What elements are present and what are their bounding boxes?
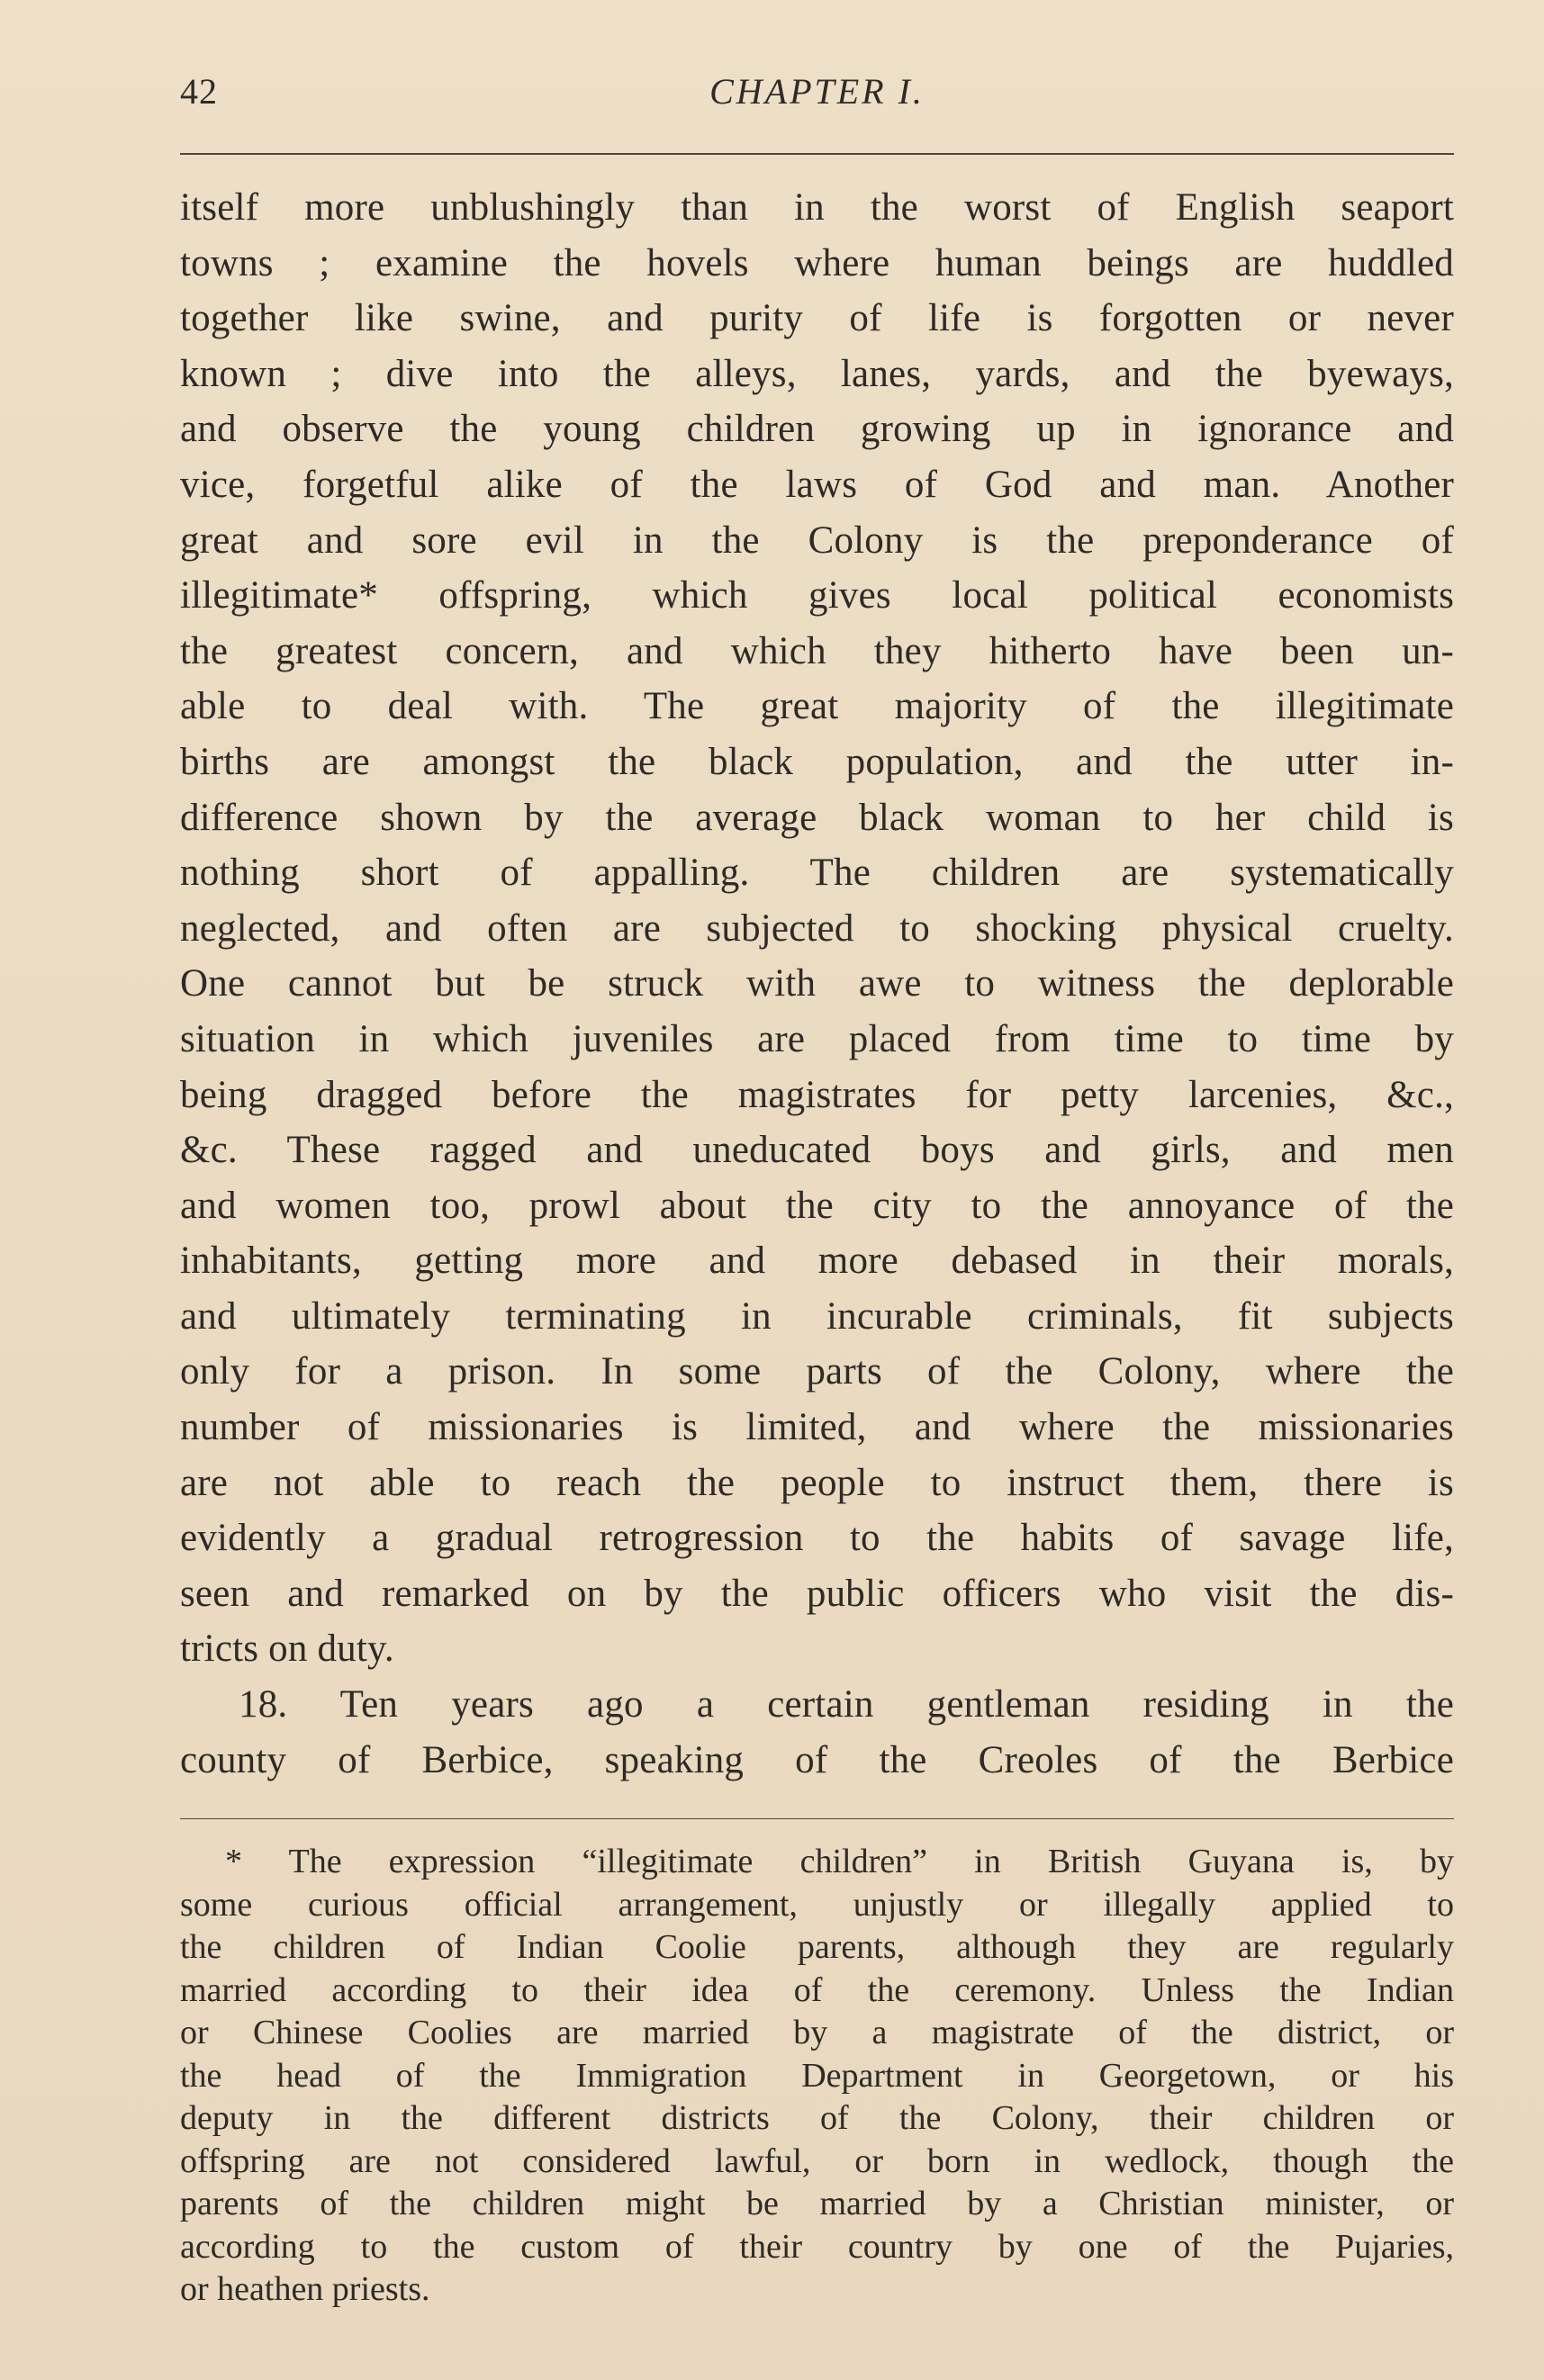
body-line: the greatest concern, and which they hitherto have been un-: [180, 629, 1454, 672]
body-line: together like swine, and purity of life is forgotten or never: [180, 297, 1454, 340]
footnote-line: deputy in the different districts of the Colony, their children or: [180, 2099, 1454, 2137]
body-line: inhabitants, getting more and more debased in their morals,: [180, 1240, 1454, 1283]
footnote-line: * The expression “illegitimate children” in British Guyana is, by: [225, 1843, 1454, 1880]
footnote-line: the children of Indian Coolie parents, although they are regularly: [180, 1928, 1454, 1966]
body-line: &c. These ragged and uneducated boys and girls, and men: [180, 1129, 1454, 1172]
footnote-line: offspring are not considered lawful, or born in wedlock, though the: [180, 2141, 1454, 2180]
body-line: only for a prison. In some parts of the Colony, where the: [180, 1350, 1454, 1393]
body-line: births are amongst the black population, and the utter in-: [180, 740, 1454, 783]
footnote-line: parents of the children might be married by a Christian minister, or: [180, 2185, 1454, 2222]
running-head: CHAPTER I.: [709, 71, 925, 112]
body-line: and ultimately terminating in incurable criminals, fit subjects: [180, 1294, 1454, 1338]
body-line: vice, forgetful alike of the laws of God and man. Another: [180, 463, 1454, 506]
body-line: number of missionaries is limited, and where the missionaries: [180, 1406, 1454, 1449]
body-line: towns ; examine the hovels where human beings are huddled: [180, 241, 1454, 284]
footnote-line: some curious official arrangement, unjustly or illegally applied to: [180, 1885, 1454, 1924]
page-header: [180, 70, 1454, 124]
body-line: known ; dive into the alleys, lanes, yards, and the byeways,: [180, 352, 1454, 395]
body-line: county of Berbice, speaking of the Creoles of the Berbice: [180, 1738, 1454, 1781]
body-text: [180, 180, 1454, 1788]
footnote-line: or Chinese Coolies are married by a magistrate of the district, or: [180, 2014, 1454, 2051]
paragraph-start-18: 18. Ten years ago a certain gentleman residing in the: [239, 1683, 1454, 1726]
page-number: 42: [180, 71, 218, 112]
body-line: able to deal with. The great majority of the illegitimate: [180, 685, 1454, 728]
footnote-line: according to the custom of their country by one of the Pujaries,: [180, 2227, 1454, 2266]
body-line: nothing short of appalling. The children are systematically: [180, 852, 1454, 895]
footnote-rule: [180, 1818, 1454, 1820]
body-line: seen and remarked on by the public officers who visit the dis-: [180, 1572, 1454, 1615]
body-line: and observe the young children growing up in ignorance and: [180, 408, 1454, 451]
body-line: being dragged before the magistrates for petty larcenies, &c.,: [180, 1073, 1454, 1116]
body-line: neglected, and often are subjected to shocking physical cruelty.: [180, 906, 1454, 950]
body-line: situation in which juveniles are placed from time to time by: [180, 1017, 1454, 1060]
body-line: great and sore evil in the Colony is the preponderance of: [180, 518, 1454, 562]
body-line: are not able to reach the people to instruct them, there is: [180, 1461, 1454, 1504]
footnote-line: the head of the Immigration Department in Georgetown, or his: [180, 2056, 1454, 2095]
body-line: evidently a gradual retrogression to the habits of savage life,: [180, 1517, 1454, 1560]
footnote: [180, 1841, 1454, 2312]
footnote-line: or heathen priests.: [180, 2270, 430, 2308]
footnote-line: married according to their idea of the ceremony. Unless the Indian: [180, 1970, 1454, 2009]
body-line: itself more unblushingly than in the worst of English seaport: [180, 186, 1454, 229]
body-line: difference shown by the average black woman to her child is: [180, 796, 1454, 839]
body-line: illegitimate* offspring, which gives local political economists: [180, 574, 1454, 618]
body-line: tricts on duty.: [180, 1627, 394, 1671]
body-line: and women too, prowl about the city to the annoyance of the: [180, 1184, 1454, 1227]
header-rule: [180, 153, 1454, 155]
body-line: One cannot but be struck with awe to witness the deplorable: [180, 962, 1454, 1005]
